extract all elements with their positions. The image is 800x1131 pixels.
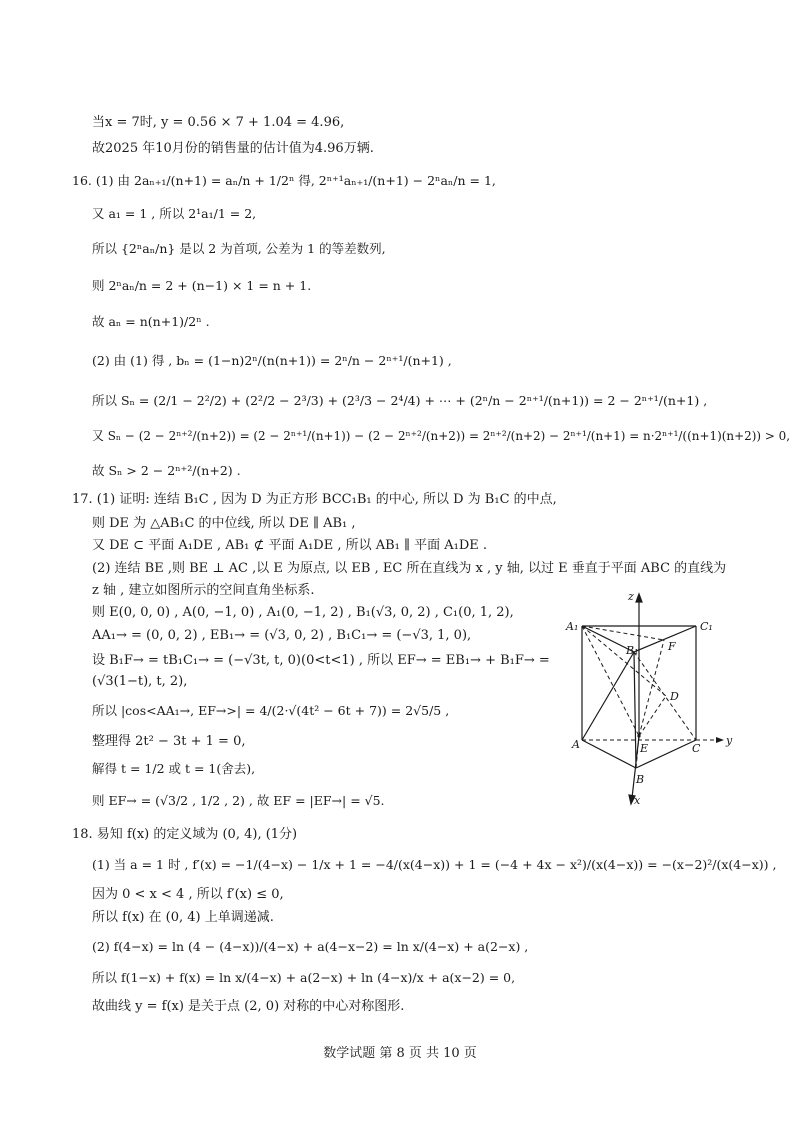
segment-a-b1	[582, 652, 634, 740]
text-line: (2) 连结 BE ,则 BE ⊥ AC ,以 E 为原点, 以 EB , EC 所在直线为 x , y 轴, 以过 E 垂直于平面 ABC 的直线为	[92, 561, 727, 576]
label-f: F	[668, 640, 676, 653]
label-d: D	[670, 690, 679, 703]
text-line: (2) 由 (1) 得 , bₙ = (1−n)2ⁿ/(n(n+1)) = 2ⁿ/n − 2ⁿ⁺¹/(n+1) ,	[92, 353, 452, 368]
label-x: x	[634, 794, 641, 807]
edge-b-b1	[634, 652, 636, 768]
dashed-a1-e	[582, 626, 639, 736]
text-line: 设 B₁F→ = tB₁C₁→ = (−√3t, t, 0)(0<t<1) , 所以 EF→ = EB₁→ + B₁F→ =	[92, 653, 550, 668]
text-line: 故2025 年10月份的销售量的估计值为4.96万辆.	[92, 141, 374, 156]
dashed-e-d	[639, 696, 666, 736]
dashed-a1-d	[582, 626, 666, 696]
page-footer: 数学试题 第 8 页 共 10 页	[323, 1046, 477, 1061]
text-line: 则 DE 为 △AB₁C 的中位线, 所以 DE ∥ AB₁ ,	[92, 516, 356, 531]
text-line: (2) f(4−x) = ln (4 − (4−x))/(4−x) + a(4−x−2) = ln x/(4−x) + a(2−x) ,	[92, 939, 529, 954]
text-line: 所以 |cos<AA₁→, EF→>| = 4/(2·√(4t² − 6t + 7)) = 2√5/5 ,	[92, 703, 450, 718]
y-axis-arrow	[716, 737, 724, 743]
edge-a-b	[582, 740, 636, 768]
text-line: 解得 t = 1/2 或 t = 1(舍去),	[92, 761, 256, 776]
text-line: 则 E(0, 0, 0) , A(0, −1, 0) , A₁(0, −1, 2) , B₁(√3, 0, 2) , C₁(0, 1, 2),	[92, 605, 514, 620]
text-line: 则 2ⁿaₙ/n = 2 + (n−1) × 1 = n + 1.	[92, 278, 312, 293]
text-line: 17. (1) 证明: 连结 B₁C , 因为 D 为正方形 BCC₁B₁ 的中心, 所以 D 为 B₁C 的中点,	[72, 492, 557, 507]
text-line: 因为 0 < x < 4 , 所以 f′(x) ≤ 0,	[92, 887, 284, 902]
edge-b1-c1	[634, 626, 696, 652]
text-line: 故 Sₙ > 2 − 2ⁿ⁺²/(n+2) .	[92, 463, 241, 478]
text-line: 18. 易知 f(x) 的定义域为 (0, 4), (1分)	[72, 827, 298, 842]
text-line: (√3(1−t), t, 2),	[92, 674, 188, 689]
text-line: z 轴 , 建立如图所示的空间直角坐标系.	[92, 583, 315, 598]
text-line: 16. (1) 由 2aₙ₊₁/(n+1) = aₙ/n + 1/2ⁿ 得, 2ⁿ⁺¹aₙ₊₁/(n+1) − 2ⁿaₙ/n = 1,	[72, 173, 496, 188]
text-line: AA₁→ = (0, 0, 2) , EB₁→ = (√3, 0, 2) , B₁C₁→ = (−√3, 1, 0),	[92, 628, 472, 643]
point-e	[637, 734, 640, 737]
dashed-a1-f	[582, 626, 664, 640]
text-line: 故曲线 y = f(x) 是关于点 (2, 0) 对称的中心对称图形.	[92, 999, 405, 1014]
label-a: A	[572, 738, 580, 751]
text-line: 故 aₙ = n(n+1)/2ⁿ .	[92, 314, 210, 329]
text-line: 当x = 7时, y = 0.56 × 7 + 1.04 = 4.96,	[92, 115, 345, 130]
text-line: 又 a₁ = 1 , 所以 2¹a₁/1 = 2,	[92, 206, 257, 221]
text-line: 所以 {2ⁿaₙ/n} 是以 2 为首项, 公差为 1 的等差数列,	[92, 241, 386, 256]
text-line: 整理得 2t² − 3t + 1 = 0,	[92, 734, 246, 749]
text-line: 所以 Sₙ = (2/1 − 2²/2) + (2²/2 − 2³/3) + (2³/3 − 2⁴/4) + ⋯ + (2ⁿ/n − 2ⁿ⁺¹/(n+1)) = 2 − 2ⁿ⁺¹/(n+1) ,	[92, 393, 708, 408]
text-line: 所以 f(1−x) + f(x) = ln x/(4−x) + a(2−x) + ln (4−x)/x + a(x−2) = 0,	[92, 970, 516, 985]
label-b1: B₁	[626, 644, 639, 657]
text-line: 所以 f(x) 在 (0, 4) 上单调递减.	[92, 910, 274, 925]
label-b: B	[636, 773, 645, 786]
text-line: 又 Sₙ − (2 − 2ⁿ⁺²/(n+2)) = (2 − 2ⁿ⁺¹/(n+1)) − (2 − 2ⁿ⁺²/(n+2)) = 2ⁿ⁺²/(n+2) − 2ⁿ⁺¹/(n+1) = n·2ⁿ⁺¹/((n+1)(n+2)) > 0,	[92, 428, 791, 443]
label-c1: C₁	[700, 620, 713, 633]
label-a1: A₁	[566, 620, 579, 633]
text-line: 又 DE ⊂ 平面 A₁DE , AB₁ ⊄ 平面 A₁DE , 所以 AB₁ ∥ 平面 A₁DE .	[92, 538, 488, 553]
label-c: C	[692, 742, 701, 755]
text-line: (1) 当 a = 1 时 , f′(x) = −1/(4−x) − 1/x + 1 = −4/(x(4−x)) + 1 = (−4 + 4x − x²)/(x(4−x)) = −(x−2)²/(x(4−x)) ,	[92, 857, 777, 872]
label-y: y	[726, 734, 733, 747]
label-z: z	[628, 590, 634, 603]
dashed-b1-c	[634, 652, 696, 740]
text-line: 则 EF→ = (√3/2 , 1/2 , 2) , 故 EF = |EF→| = √5.	[92, 793, 385, 808]
prism-figure	[560, 586, 740, 808]
label-e: E	[640, 742, 649, 755]
z-axis-arrow	[636, 594, 642, 602]
dashed-e-f	[639, 640, 664, 736]
